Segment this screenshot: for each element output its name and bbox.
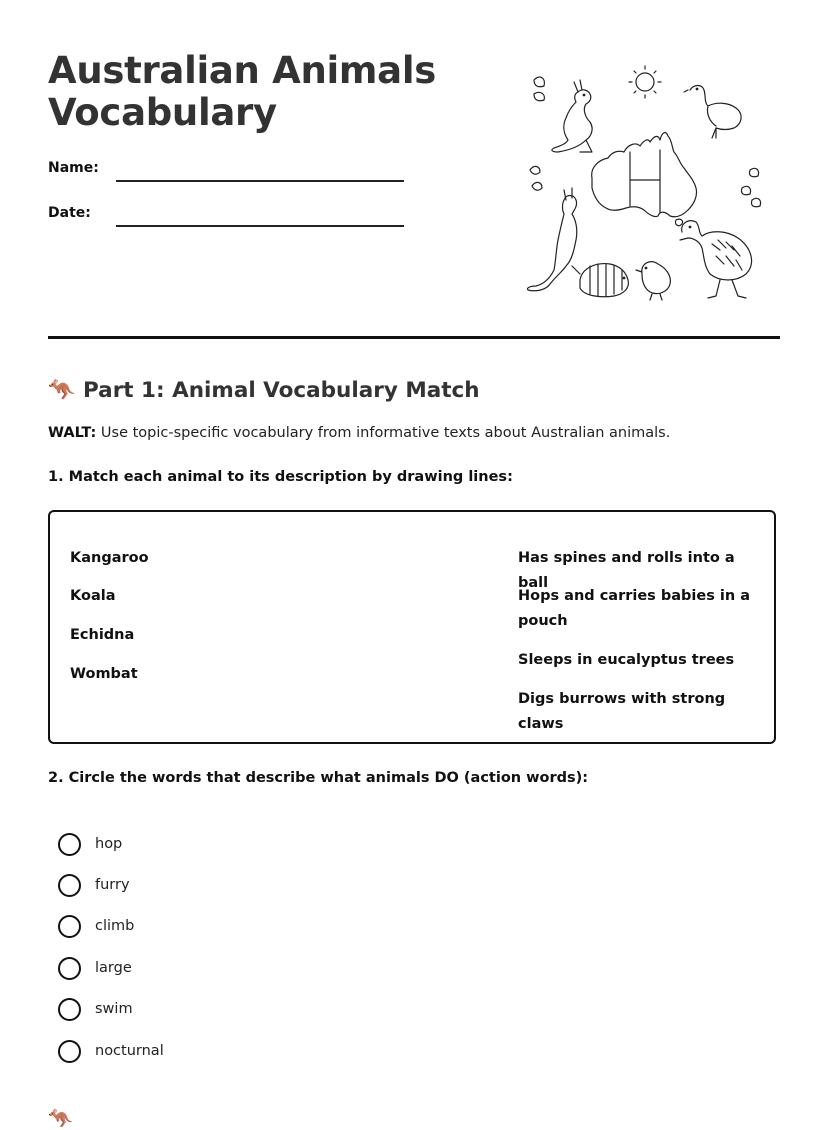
option-item[interactable] [58,873,130,897]
option-label: furry [95,877,130,893]
description-item[interactable]: Sleeps in eucalyptus trees [518,652,735,668]
question-2: 2. Circle the words that describe what animals DO (action words): [48,770,589,786]
australian-animals-illustration [520,60,770,310]
sun-icon [629,66,661,98]
date-label: Date: [48,205,91,221]
option-label: nocturnal [95,1043,164,1059]
title-line-2: Vocabulary [48,91,277,134]
option-item[interactable] [58,956,132,980]
part1-heading-text: Part 1: Animal Vocabulary Match [83,377,480,403]
circle-icon[interactable] [58,1040,81,1063]
question-1: 1. Match each animal to its description by drawing lines: [48,469,513,485]
circle-icon[interactable] [58,957,81,980]
australia-map-icon [592,133,697,226]
animal-word[interactable]: Koala [70,588,116,604]
part1-heading [48,375,480,405]
description-item[interactable]: Hops and carries babies in a pouch [518,588,751,629]
animal-word[interactable]: Echidna [70,627,135,643]
title-line-1: Australian Animals [48,49,436,92]
kangaroo-icon: 🦘 [48,1106,73,1130]
wombat-icon [580,264,628,297]
animal-word[interactable]: Kangaroo [70,550,149,566]
kangaroo-icon: 🦘 [48,377,76,403]
option-label: climb [95,918,135,934]
name-field[interactable] [116,180,404,182]
option-label: large [95,960,132,976]
emu-icon [684,86,741,139]
walt-text: Use topic-specific vocabulary from informative texts about Australian animals. [96,425,671,441]
circle-icon[interactable] [58,874,81,897]
matching-box [48,510,776,744]
option-label: hop [95,836,123,852]
description-item[interactable]: Has spines and rolls into a ball [518,550,735,591]
option-item[interactable] [58,914,134,938]
option-item[interactable] [58,1039,164,1063]
option-item[interactable] [58,832,122,856]
date-field[interactable] [116,225,404,227]
bird-icon [636,262,670,300]
walt-label: WALT: [48,425,97,441]
kangaroo-icon [552,80,592,152]
circle-icon[interactable] [58,833,81,856]
description-item[interactable]: Digs burrows with strong claws [518,691,726,732]
option-item[interactable] [58,997,133,1021]
animal-word[interactable]: Wombat [70,666,138,682]
walt-statement [48,425,670,441]
emu-large-icon [680,221,752,298]
page-title [48,50,468,134]
circle-icon[interactable] [58,915,81,938]
section-divider [48,336,780,339]
circle-icon[interactable] [58,998,81,1021]
wallaby-icon [527,188,580,291]
option-label: swim [95,1001,133,1017]
name-label: Name: [48,160,99,176]
